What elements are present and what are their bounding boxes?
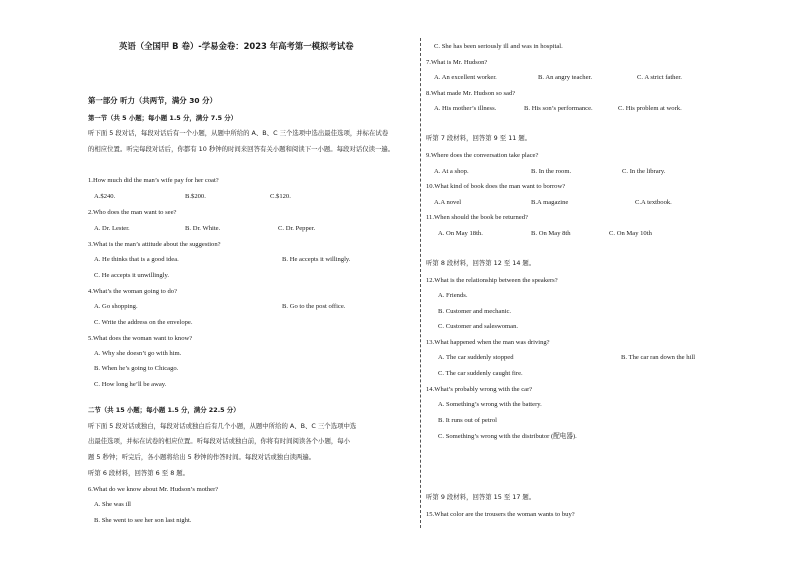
section2-instructions-line2: 出最佳选项，并标在试卷的相应位置。听每段对话或独白前，你将有时间阅读各个小题，每小 [88,437,351,445]
q13-option-c: C. The car suddenly caught fire. [438,370,523,377]
q10-option-c: C.A textbook. [635,199,672,206]
q13-option-a: A. The car suddenly stopped [438,354,514,361]
q6-option-c: C. She has been seriously ill and was in hospital. [434,43,563,50]
question-5: 5.What does the woman want to know? [88,335,193,342]
q8-option-c: C. His problem at work. [618,105,682,112]
q2-option-c: C. Dr. Pepper. [278,225,316,232]
question-8: 8.What made Mr. Hudson so sad? [426,90,516,97]
exam-title: 英语（全国甲 B 卷）-学易金卷：2023 年高考第一模拟考试卷 [119,41,354,51]
question-11: 11.When should the book be returned? [426,214,528,221]
q12-option-a: A. Friends. [438,292,468,299]
q3-option-a: A. He thinks that is a good idea. [94,256,179,263]
q14-option-b: B. It runs out of petrol [438,417,497,424]
q6-option-a: A. She was ill [94,501,131,508]
q5-option-a: A. Why she doesn’t go with him. [94,350,182,357]
q9-option-a: A. At a shop. [434,168,469,175]
q8-option-a: A. His mother’s illness. [434,105,497,112]
material-8-label: 听第 8 段材料，回答第 12 至 14 题。 [426,259,536,267]
question-3: 3.What is the man’s attitude about the suggestion? [88,241,221,248]
q6-option-b: B. She went to see her son last night. [94,517,192,524]
part1-heading: 第一部分 听力（共两节，满分 30 分） [88,96,217,105]
question-13: 13.What happened when the man was driving? [426,339,550,346]
question-6: 6.What do we know about Mr. Hudson’s mother? [88,486,219,493]
q12-option-c: C. Customer and saleswoman. [438,323,519,330]
q1-option-a: A.$240. [94,193,116,200]
question-9: 9.Where does the conversation take place? [426,152,539,159]
q4-option-c: C. Write the address on the envelope. [94,319,193,326]
q9-option-b: B. In the room. [531,168,572,175]
q1-option-c: C.$120. [270,193,291,200]
question-7: 7.What is Mr. Hudson? [426,59,488,66]
q3-option-b: B. He accepts it willingly. [282,256,351,263]
q3-option-c: C. He accepts it unwillingly. [94,272,170,279]
q9-option-c: C. In the library. [622,168,666,175]
q14-option-a: A. Something’s wrong with the battery. [438,401,542,408]
q10-option-b: B.A magazine [531,199,569,206]
q10-option-a: A.A novel [434,199,462,206]
question-12: 12.What is the relationship between the speakers? [426,277,558,284]
material-6-label: 听第 6 段材料，回答第 6 至 8 题。 [88,469,190,477]
q5-option-c: C. How long he’ll be away. [94,381,167,388]
q2-option-b: B. Dr. White. [185,225,221,232]
q11-option-c: C. On May 10th [609,230,652,237]
material-9-label: 听第 9 段材料，回答第 15 至 17 题。 [426,493,536,501]
section1-instructions-line2: 的相应位置。听完每段对话后，你都有 10 秒钟的时间来回答有关小题和阅读下一小题。每段对话仅读一遍。 [88,145,395,153]
question-4: 4.What’s the woman going to do? [88,288,177,295]
q8-option-b: B. His son’s performance. [524,105,593,112]
q4-option-b: B. Go to the post office. [282,303,346,310]
question-14: 14.What’s probably wrong with the car? [426,386,533,393]
section2-instructions-line1: 听下面 5 段对话或独白，每段对话或独白后有几个小题，从题中所给的 A、B、C 三个选项中选 [88,422,357,430]
q5-option-b: B. When he’s going to Chicago. [94,365,179,372]
right-column [421,0,794,562]
q14-option-c: C. Something’s wrong with the distributor (配电器). [438,433,577,440]
q1-option-b: B.$200. [185,193,206,200]
question-15: 15.What color are the trousers the woman wants to buy? [426,511,575,518]
section2-instructions-line3: 题 5 秒钟；听完后，各小题将给出 5 秒钟的作答时间。每段对话或独白读两遍。 [88,453,316,461]
q11-option-a: A. On May 18th. [438,230,483,237]
q7-option-c: C. A strict father. [637,74,682,81]
q2-option-a: A. Dr. Lester. [94,225,130,232]
q7-option-b: B. An angry teacher. [538,74,593,81]
q12-option-b: B. Customer and mechanic. [438,308,512,315]
section2-heading: 二节（共 15 小题；每小题 1.5 分，满分 22.5 分） [88,406,240,414]
material-7-label: 听第 7 段材料，回答第 9 至 11 题。 [426,134,532,142]
question-2: 2.Who does the man want to see? [88,209,177,216]
q11-option-b: B. On May 8th [531,230,571,237]
question-10: 10.What kind of book does the man want to borrow? [426,183,566,190]
section1-heading: 第一节（共 5 小题；每小题 1.5 分，满分 7.5 分） [88,114,238,122]
q7-option-a: A. An excellent worker. [434,74,497,81]
q13-option-b: B. The car ran down the hill [621,354,696,361]
section1-instructions-line1: 听下面 5 段对话，每段对话后有一个小题，从题中所给的 A、B、C 三个选项中选出最佳选项，并标在试卷 [88,129,389,137]
question-1: 1.How much did the man’s wife pay for her coat? [88,177,219,184]
q4-option-a: A. Go shopping. [94,303,138,310]
